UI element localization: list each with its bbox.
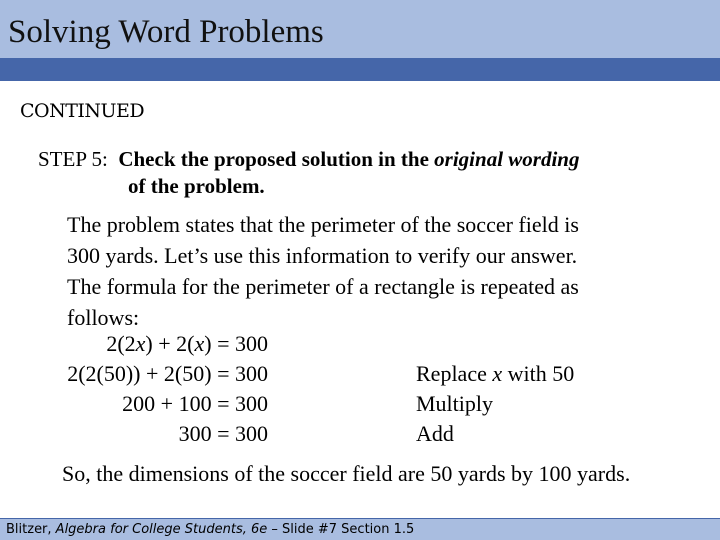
step-text: Check the proposed solution in the bbox=[118, 147, 429, 171]
footer-author: Blitzer, bbox=[6, 522, 56, 537]
equation-4: 300 = 300 bbox=[178, 421, 268, 446]
footer-citation bbox=[6, 522, 414, 537]
equation-note-add: Add bbox=[416, 421, 454, 446]
step-5 bbox=[38, 146, 579, 200]
title-stripe bbox=[0, 58, 720, 81]
footer-slide-info: – Slide #7 Section 1.5 bbox=[267, 522, 415, 537]
equation-note-multiply: Multiply bbox=[416, 391, 494, 416]
step-line-2: of the problem. bbox=[128, 174, 265, 198]
paragraph-line: The problem states that the perimeter of the soccer field is bbox=[67, 212, 579, 237]
explanation-paragraph bbox=[67, 209, 579, 333]
equation-3: 200 + 100 = 300 bbox=[122, 391, 268, 416]
note-text: with 50 bbox=[502, 361, 575, 386]
footer-book: Algebra for College Students, 6e bbox=[55, 522, 268, 537]
slide-title: Solving Word Problems bbox=[8, 14, 324, 50]
conclusion: So, the dimensions of the soccer field are 50 yards by 100 yards. bbox=[62, 461, 631, 486]
note-text: Replace bbox=[416, 361, 493, 386]
equation-1: 2(2x) + 2(x) = 300 bbox=[106, 331, 268, 356]
equation-2: 2(2(50)) + 2(50) = 300 bbox=[67, 361, 268, 386]
continued-label: CONTINUED bbox=[20, 100, 145, 122]
footer-divider bbox=[0, 518, 720, 519]
step-text-italic: original wording bbox=[434, 147, 580, 171]
paragraph-line: 300 yards. Let’s use this information to verify our answer. bbox=[67, 243, 578, 268]
paragraph-line: follows: bbox=[67, 305, 140, 330]
paragraph-line: The formula for the perimeter of a rectangle is repeated as bbox=[67, 274, 579, 299]
step-label: STEP 5: bbox=[38, 147, 108, 171]
step-line-1 bbox=[38, 146, 579, 173]
note-variable: x bbox=[492, 361, 503, 386]
equation-note-replace bbox=[416, 361, 574, 387]
